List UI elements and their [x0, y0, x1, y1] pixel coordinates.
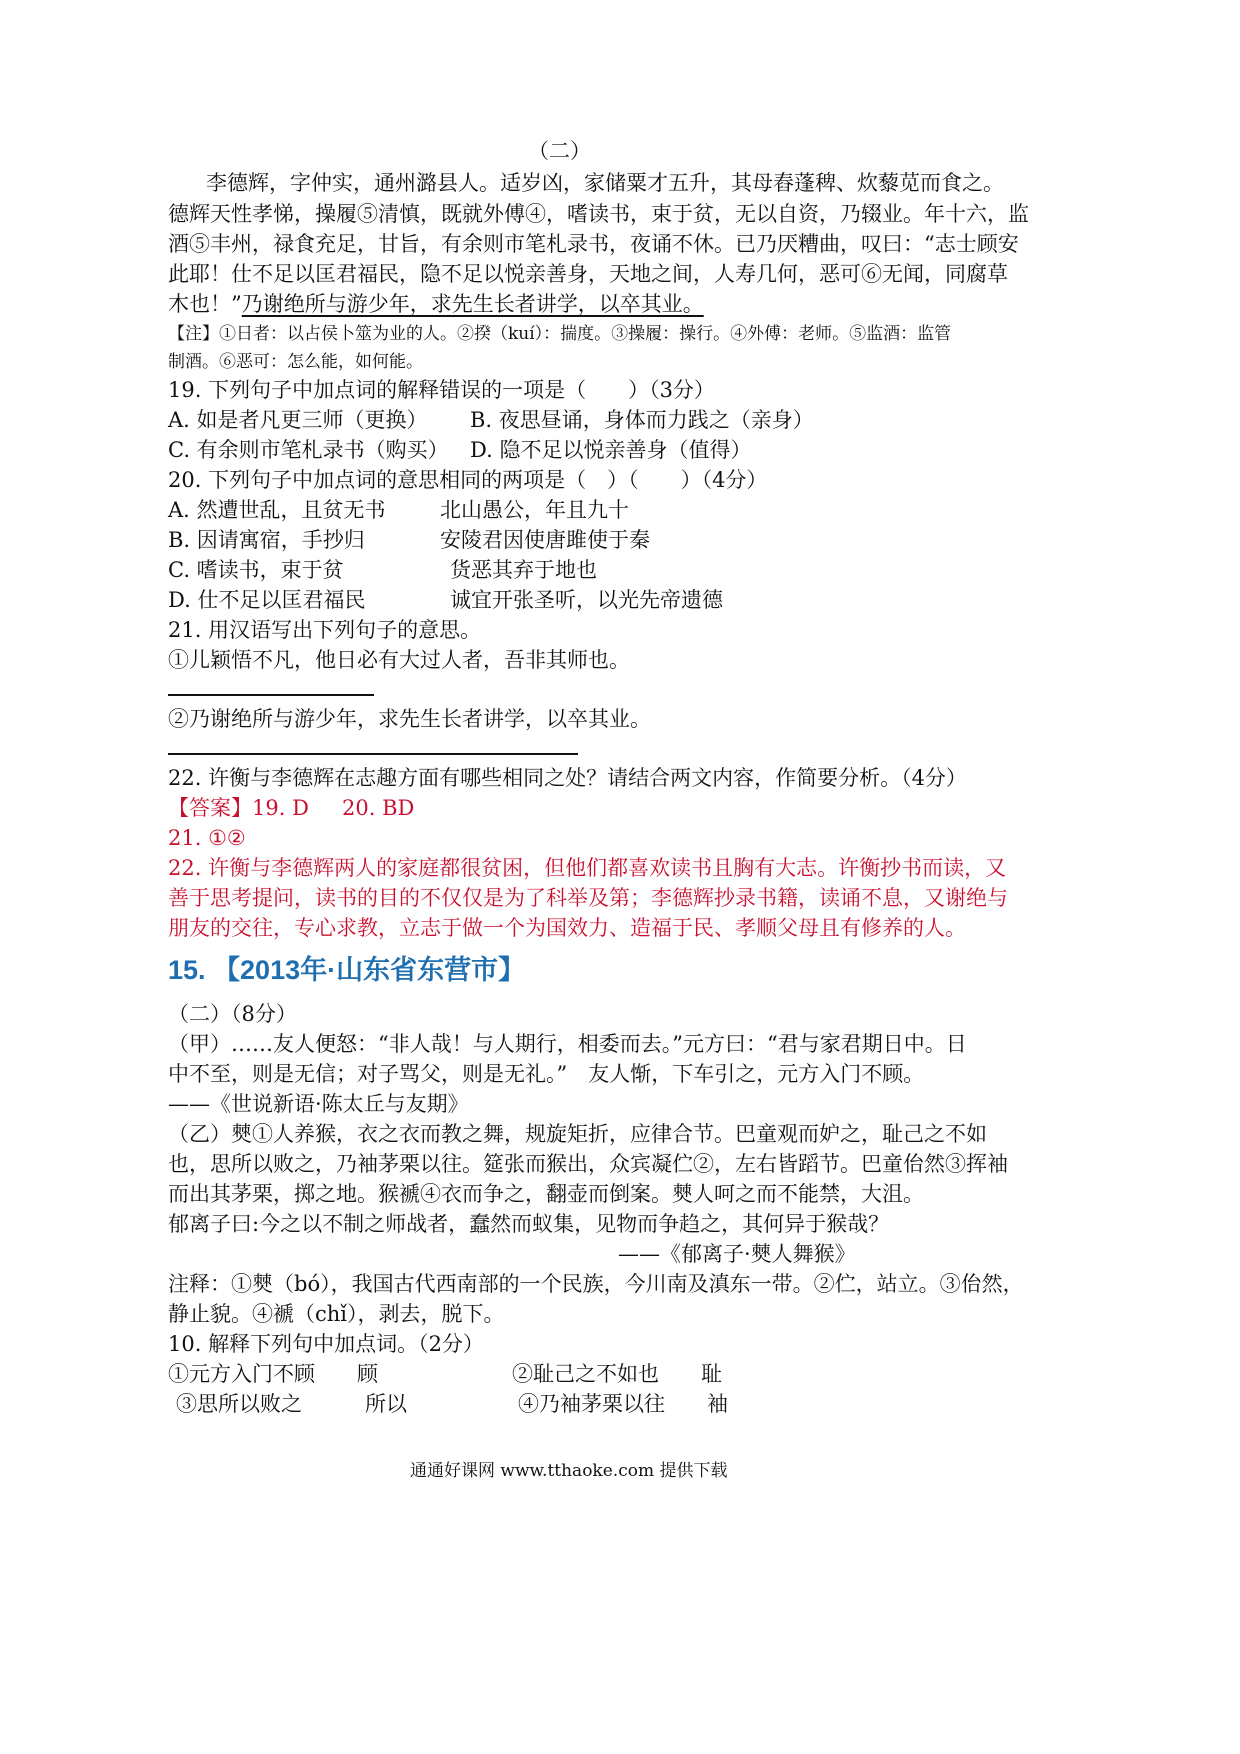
section-title: （二） [528, 139, 591, 163]
passage-line: 此耶！仕不足以匡君福民，隐不足以悦亲善身，天地之间，人寿几何，恶可⑥无闻，同腐草 [168, 262, 1008, 286]
answer-22: 22. 许衡与李德辉两人的家庭都很贫困，但他们都喜欢读书且胸有大志。许衡抄书而读，又 [168, 856, 1007, 880]
answer-line [168, 694, 374, 696]
underlined-sentence: 乃谢绝所与游少年，求先生长者讲学，以卒其业。 [241, 292, 704, 316]
note-line: 制酒。⑥恶可：怎么能，如何能。 [168, 352, 423, 372]
option-c: C. 嗜读书，束于贫 [168, 558, 344, 582]
note-line: 静止貌。④褫（chǐ），剥去，脱下。 [168, 1302, 505, 1326]
item-1: ①元方入门不顾 顾 [168, 1362, 378, 1386]
section-heading: 15. 【2013年·山东省东营市】 [168, 955, 526, 985]
question-20-stem: 20. 下列句子中加点词的意思相同的两项是（ ）（ ）（4分） [168, 468, 768, 492]
question-19-stem: 19. 下列句子中加点词的解释错误的一项是（ ）（3分） [168, 378, 715, 402]
question-10-stem: 10. 解释下列句中加点词。（2分） [168, 1332, 484, 1356]
note-line: 注释：①僰（bó），我国古代西南部的一个民族，今川南及滇东一带。②伫，站立。③佁然， [168, 1272, 1024, 1296]
subsection-title: （二）（8分） [168, 1002, 297, 1026]
answer-20: 20. BD [342, 796, 415, 820]
option-b-compare: 安陵君因使唐雎使于秦 [440, 528, 650, 552]
sentence-1: ①儿颖悟不凡，他日必有大过人者，吾非其师也。 [168, 648, 630, 672]
sentence-2: ②乃谢绝所与游少年，求先生长者讲学，以卒其业。 [168, 707, 651, 731]
page-footer: 通通好课网 www.tthaoke.com 提供下载 [410, 1461, 728, 1481]
passage-line: 郁离子曰:今之以不制之师战者，蠢然而蚁集，见物而争趋之，其何异于猴哉？ [168, 1212, 890, 1236]
passage-line: （甲）……友人便怒：“非人哉！与人期行，相委而去。”元方曰：“君与家君期日中。日 [168, 1032, 967, 1056]
item-4: ④乃袖茅栗以往 袖 [518, 1392, 728, 1416]
option-d: D. 隐不足以悦亲善身（值得） [470, 438, 752, 462]
answer-line [168, 753, 578, 755]
passage-line: （乙）僰①人养猴，衣之衣而教之舞，规旋矩折，应律合节。巴童观而妒之，耻己之不如 [168, 1122, 987, 1146]
passage-text: 木也！” [168, 292, 242, 316]
passage-line: 中不至，则是无信；对子骂父，则是无礼。” 友人惭，下车引之，元方入门不顾。 [168, 1062, 925, 1086]
option-c-compare: 货恶其弃于地也 [450, 558, 597, 582]
passage-line: 德辉天性孝悌，操履⑤清慎，既就外傅④，嗜读书，束于贫，无以自资，乃辍业。年十六，监 [168, 202, 1029, 226]
passage-source: ——《世说新语·陈太丘与友期》 [168, 1092, 469, 1116]
answer-22: 善于思考提问，读书的目的不仅仅是为了科举及第；李德辉抄录书籍，读诵不息，又谢绝与 [168, 886, 1008, 910]
answer-22: 朋友的交往，专心求教，立志于做一个为国效力、造福于民、孝顺父母且有修养的人。 [168, 916, 966, 940]
note-line: 【注】①日者：以占侯卜筮为业的人。②揆（kuí）：揣度。③操履：操行。④外傅：老师。⑤监酒：监管 [168, 324, 952, 344]
passage-line [168, 288, 704, 320]
passage-line: 酒⑤丰州，禄食充足，甘旨，有余则市笔札录书，夜诵不休。已乃厌糟曲，叹曰：“志士顾安 [168, 232, 1019, 256]
item-3: ③思所以败之 所以 [176, 1392, 407, 1416]
question-21-stem: 21. 用汉语写出下列句子的意思。 [168, 618, 482, 642]
passage-line: 而出其茅栗，掷之地。猴褫④衣而争之，翻壶而倒案。僰人呵之而不能禁，大沮。 [168, 1182, 924, 1206]
option-c: C. 有余则市笔札录书（购买） [168, 438, 449, 462]
passage-line: 李德辉，字仲实，通州潞县人。适岁凶，家储粟才五升，其母舂蓬稗、炊藜苋而食之。 [206, 171, 1004, 195]
answer-19: 【答案】19. D [168, 796, 309, 820]
option-a: A. 然遭世乱，且贫无书 [168, 498, 386, 522]
option-a: A. 如是者凡更三师（更换） [168, 408, 428, 432]
passage-source: ——《郁离子·僰人舞猴》 [618, 1242, 856, 1266]
option-d: D. 仕不足以匡君福民 [168, 588, 366, 612]
option-b: B. 夜思昼诵，身体而力践之（亲身） [470, 408, 814, 432]
option-d-compare: 诚宜开张圣听，以光先帝遗德 [450, 588, 723, 612]
question-22-stem: 22. 许衡与李德辉在志趣方面有哪些相同之处？请结合两文内容，作简要分析。（4分） [168, 766, 967, 790]
option-a-compare: 北山愚公，年且九十 [440, 498, 629, 522]
answer-21: 21. ①② [168, 826, 246, 850]
passage-line: 也，思所以败之，乃袖茅栗以往。筵张而猴出，众宾凝伫②，左右皆蹈节。巴童佁然③挥袖 [168, 1152, 1008, 1176]
item-2: ②耻己之不如也 耻 [512, 1362, 722, 1386]
option-b: B. 因请寓宿，手抄归 [168, 528, 365, 552]
